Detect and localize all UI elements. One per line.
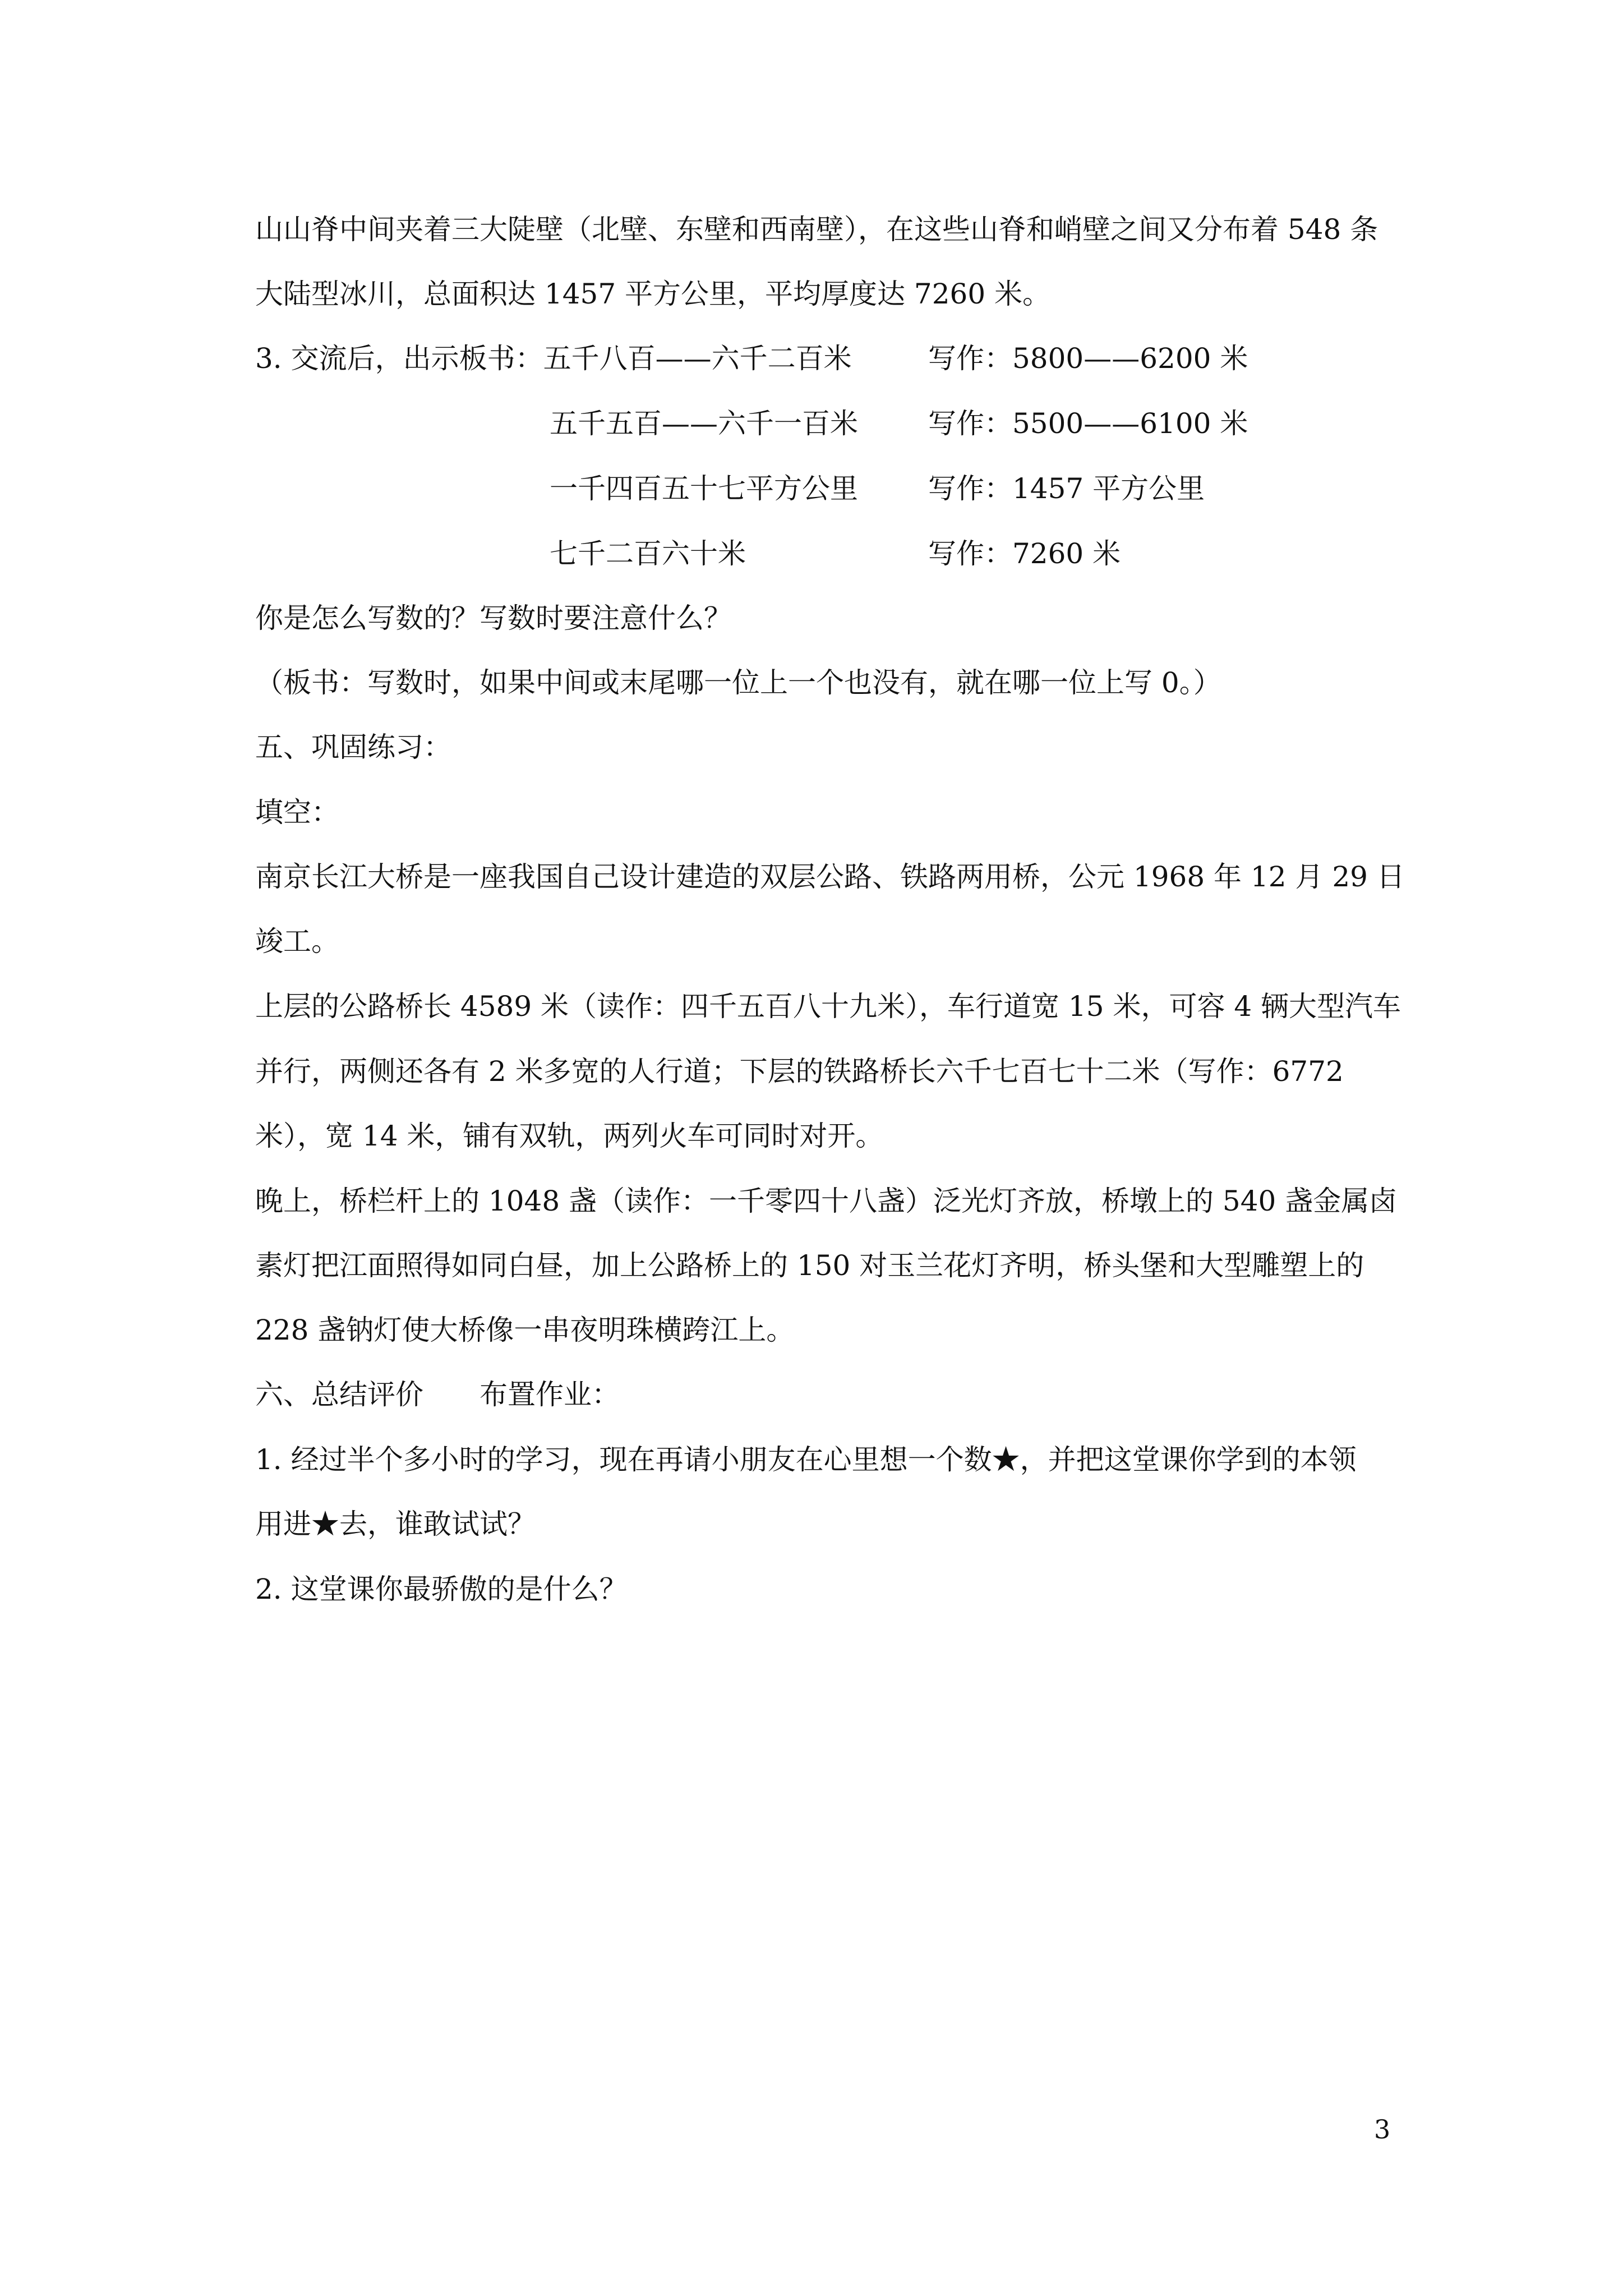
board-reading-2: 五千五百——六千一百米 — [550, 407, 858, 440]
paragraph-line: 1. 经过半个多小时的学习，现在再请小朋友在心里想一个数★，并把这堂课你学到的本领 — [255, 1443, 1357, 1476]
paragraph-line: 南京长江大桥是一座我国自己设计建造的双层公路、铁路两用桥，公元 1968 年 12 月 29 日 — [255, 861, 1405, 893]
paragraph-line: 米），宽 14 米，铺有双轨，两列火车可同时对开。 — [255, 1120, 884, 1152]
paragraph-line: （板书：写数时，如果中间或末尾哪一位上一个也没有，就在哪一位上写 0。） — [255, 666, 1221, 699]
board-writing-1: 写作：5800——6200 米 — [928, 342, 1248, 375]
paragraph-line: 2. 这堂课你最骄傲的是什么？ — [255, 1573, 628, 1605]
paragraph-line: 大陆型冰川，总面积达 1457 平方公里，平均厚度达 7260 米。 — [255, 278, 1051, 310]
paragraph-line: 用进★去，谁敢试试？ — [255, 1508, 536, 1540]
paragraph-line: 竣工。 — [255, 925, 339, 958]
paragraph-line: 素灯把江面照得如同白昼，加上公路桥上的 150 对玉兰花灯齐明，桥头堡和大型雕塑上的 — [255, 1249, 1364, 1282]
paragraph-line: 上层的公路桥长 4589 米（读作：四千五百八十九米），车行道宽 15 米，可容 4 辆大型汽车 — [255, 990, 1401, 1023]
section-heading: 六、总结评价 布置作业： — [255, 1378, 620, 1411]
paragraph-line: 228 盏钠灯使大桥像一串夜明珠横跨江上。 — [255, 1314, 795, 1346]
section-heading: 五、巩固练习： — [255, 731, 451, 763]
paragraph-line: 并行，两侧还各有 2 米多宽的人行道；下层的铁路桥长六千七百七十二米（写作：6772 — [255, 1055, 1344, 1088]
board-reading-4: 七千二百六十米 — [550, 537, 746, 570]
paragraph-line: 3. 交流后，出示板书：五千八百——六千二百米 — [255, 342, 852, 375]
board-writing-4: 写作：7260 米 — [928, 537, 1121, 570]
board-reading-3: 一千四百五十七平方公里 — [550, 472, 858, 505]
board-writing-2: 写作：5500——6100 米 — [928, 407, 1248, 440]
paragraph-line: 山山脊中间夹着三大陡壁（北壁、东壁和西南壁），在这些山脊和峭壁之间又分布着 548 条 — [255, 213, 1378, 246]
paragraph-line: 你是怎么写数的？写数时要注意什么？ — [255, 602, 732, 634]
paragraph-line: 填空： — [255, 796, 339, 829]
paragraph-line: 晚上，桥栏杆上的 1048 盏（读作：一千零四十八盏）泛光灯齐放，桥墩上的 540 盏金属卤 — [255, 1185, 1398, 1217]
page-number: 3 — [1374, 2114, 1391, 2145]
board-writing-3: 写作：1457 平方公里 — [928, 472, 1205, 505]
